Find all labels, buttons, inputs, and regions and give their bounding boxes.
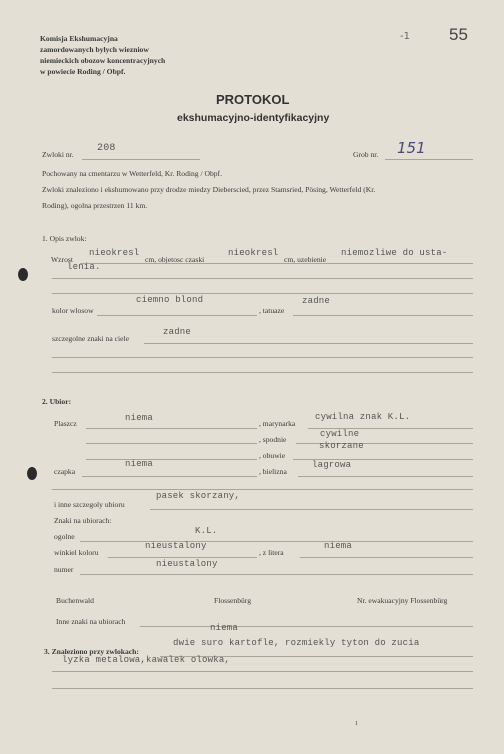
other-marks-label: Inne znaki na ubiorach — [56, 617, 126, 626]
column-flossenburg: Flossenbürg — [214, 596, 251, 605]
skull-unit: cm, uzebienie — [284, 255, 327, 264]
marks-label: szczegolne znaki na ciele — [52, 334, 129, 343]
letter-label: , z litera — [259, 548, 284, 557]
punch-hole-icon — [27, 467, 37, 480]
general-marks-label: ogolne — [54, 532, 75, 541]
height-unit: cm, objetosc czaski — [145, 255, 205, 264]
height-label: Wzrost — [51, 255, 73, 264]
corner-mark: -1 — [400, 31, 410, 42]
number-value: nieustalony — [156, 559, 218, 569]
footer-mark: 1 — [355, 721, 358, 727]
section2-heading: 2. Ubior: — [42, 397, 72, 406]
org-line-3: niemieckich obozow koncentracyjnych — [40, 56, 166, 65]
general-marks-value: K.L. — [195, 526, 218, 536]
trousers-label: , spodnie — [259, 435, 287, 444]
teeth-value: niemozliwe do usta- — [341, 248, 448, 258]
punch-hole-icon — [18, 268, 28, 281]
tattoo-label: , tatuaze — [259, 306, 285, 315]
page-number: 55 — [449, 25, 468, 44]
found-items-line-1: dwie suro kartofle, rozmiekly tyton do zucia — [173, 638, 420, 648]
triangle-color-label: winkiel koloru — [54, 548, 99, 557]
found-items-line-2: lyzka metalowa,kawalek olowka, — [62, 655, 231, 665]
height-value: nieokresl — [89, 248, 140, 258]
grave-number: 151 — [397, 139, 426, 157]
underwear-value: lagrowa — [312, 460, 352, 470]
hair-label: kolor wlosow — [52, 306, 94, 315]
org-line-4: w powiecie Roding / Obpf. — [40, 67, 126, 76]
marks-value: zadne — [163, 327, 192, 337]
jacket-value: cywilna znak K.L. — [315, 412, 411, 422]
section1-heading: 1. Opis zwlok: — [42, 234, 87, 243]
cap-label: czapka — [54, 467, 76, 476]
trousers-value-2: skorzane — [319, 441, 364, 451]
other-details-label: i inne szczegoly ubioru — [54, 500, 125, 509]
column-evacuation-number: Nr. ewakuacyjny Flossenbürg — [357, 596, 448, 605]
hair-value: ciemno blond — [136, 295, 204, 305]
other-details-value: pasek skorzany, — [156, 491, 241, 501]
jacket-label: , marynarka — [259, 419, 296, 428]
letter-value: niema — [324, 541, 353, 551]
coat-label: Plaszcz — [54, 419, 77, 428]
org-line-2: zamordowanych bylych wiezniow — [40, 45, 149, 54]
number-label: numer — [54, 565, 74, 574]
buried-text: Pochowany na cmentarzu w Wetterfeld, Kr. Roding / Obpf. — [42, 169, 222, 178]
triangle-color-value: nieustalony — [145, 541, 207, 551]
found-text-1: Zwloki znaleziono i ekshumowano przy drodze miedzy Dieberscied, przez Stamsried, Pösing, Wetterfeld (Kr. — [42, 185, 376, 194]
teeth-value-cont: lenia. — [67, 262, 101, 272]
remains-label: Zwloki nr. — [42, 150, 74, 159]
page-subtitle: ekshumacyjno-identyfikacyjny — [177, 112, 330, 124]
shoes-label: , obuwie — [259, 451, 286, 460]
other-marks-value: niema — [210, 623, 239, 633]
skull-value: nieokresl — [228, 248, 279, 258]
cap-value: niema — [125, 459, 154, 469]
section3-heading: 3. Znaleziono przy zwlokach: — [44, 647, 139, 656]
found-text-2: Roding), ogolna przestrzen 11 km. — [42, 201, 148, 210]
grave-label: Grob nr. — [353, 150, 379, 159]
remains-number: 208 — [97, 143, 116, 154]
trousers-value-1: cywilne — [320, 429, 360, 439]
clothing-marks-heading: Znaki na ubiorach: — [54, 516, 112, 525]
coat-value: niema — [125, 413, 154, 423]
tattoo-value: zadne — [302, 296, 331, 306]
org-line-1: Komisja Ekshumacyjna — [40, 34, 118, 43]
column-buchenwald: Buchenwald — [56, 596, 94, 605]
page-title: PROTOKOL — [216, 92, 290, 107]
underwear-label: , bielizna — [259, 467, 287, 476]
